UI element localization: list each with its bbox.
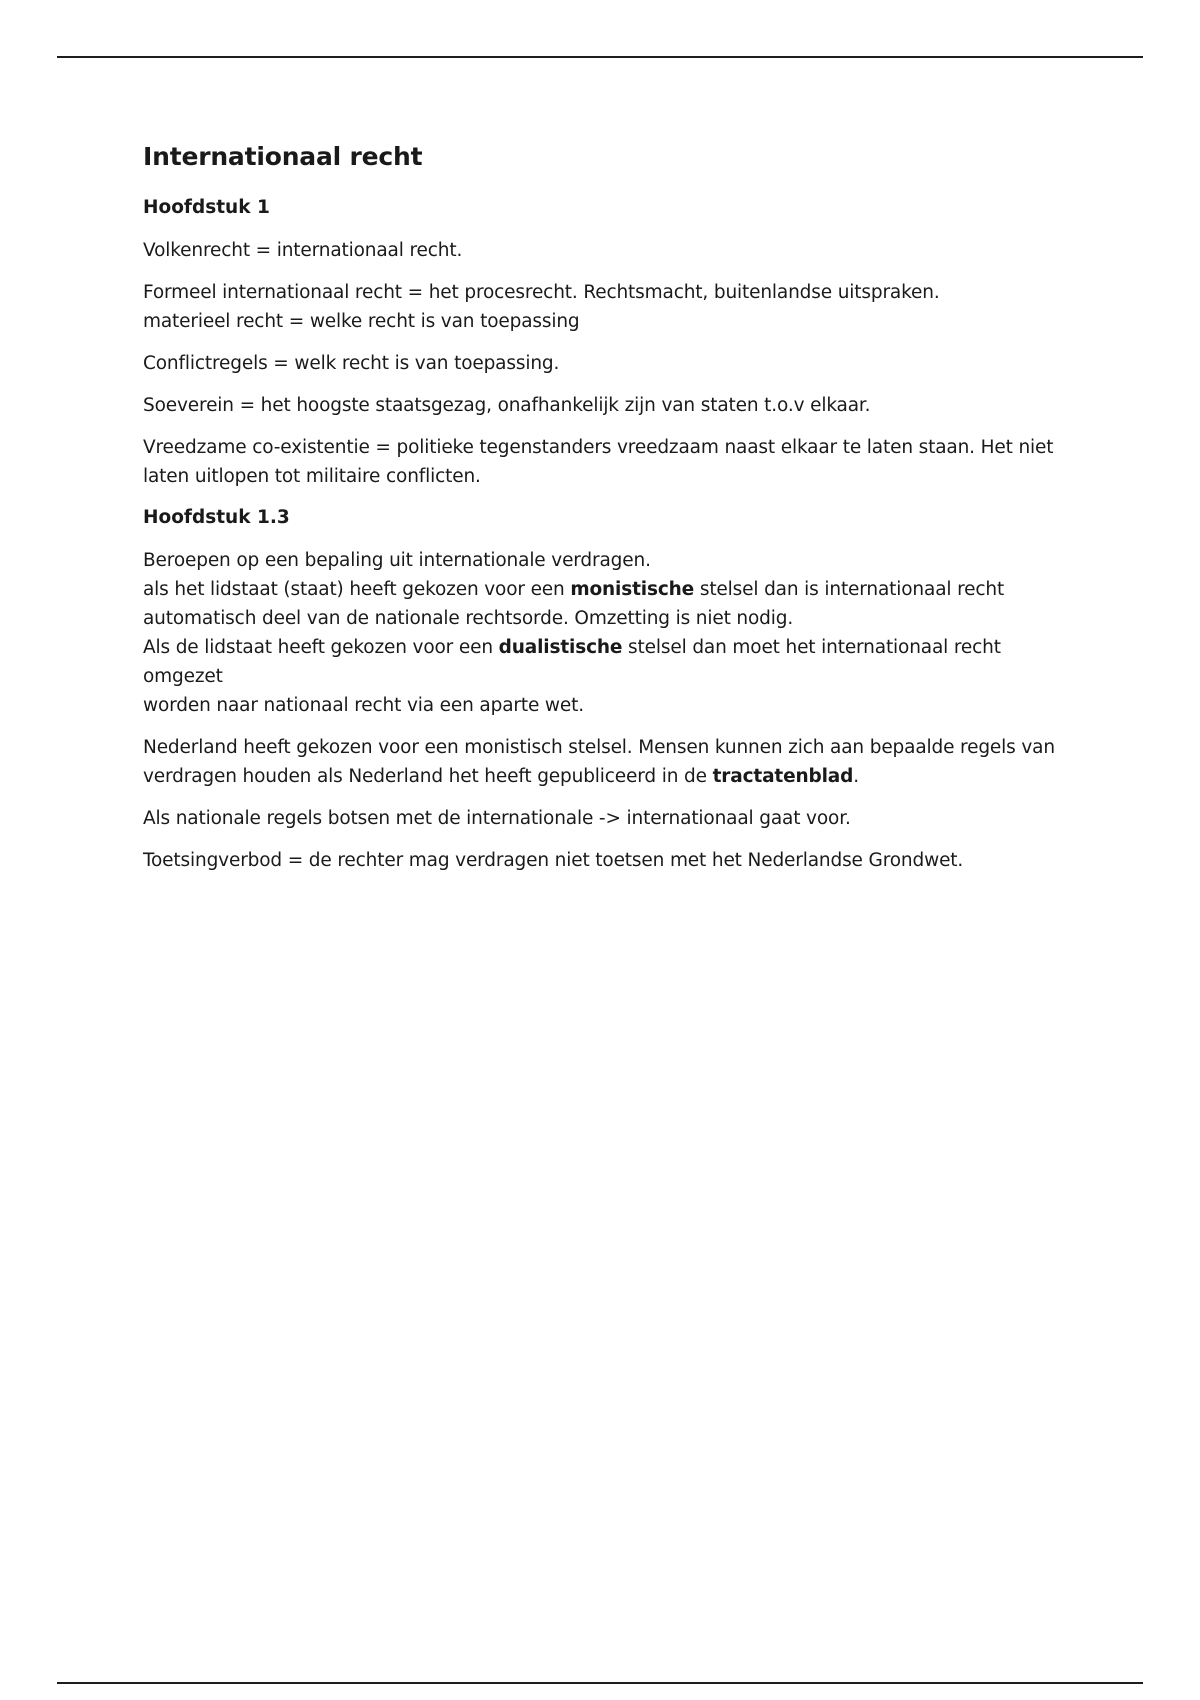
paragraph-volkenrecht: Volkenrecht = internationaal recht. — [143, 240, 463, 261]
text-run: verdragen houden als Nederland het heeft gepubliceerd in de — [143, 766, 713, 787]
document-body — [143, 140, 1083, 888]
paragraph-toetsingverbod: Toetsingverbod = de rechter mag verdragen niet toetsen met het Nederlandse Grondwet. — [143, 850, 964, 871]
text-run: stelsel dan moet het internationaal recht omgezet — [143, 637, 1001, 687]
footer-rule — [57, 1682, 1143, 1684]
paragraph-formeel-recht — [143, 278, 1083, 336]
chapter-heading-1-3: Hoofdstuk 1.3 — [143, 507, 290, 528]
bold-term-monistische: monistische — [570, 579, 695, 600]
paragraph-line: Vreedzame co-existentie = politieke tegenstanders vreedzaam naast elkaar te laten staan. Het niet — [143, 437, 1054, 458]
bold-term-tractatenblad: tractatenblad — [712, 766, 854, 787]
paragraph-verdragen — [143, 546, 1083, 720]
paragraph-line — [143, 575, 1083, 604]
paragraph-line — [143, 762, 1083, 791]
paragraph-line — [143, 633, 1083, 691]
paragraph-vreedzame-co-existentie — [143, 433, 1083, 491]
paragraph-nationale-regels: Als nationale regels botsen met de internationale -> internationaal gaat voor. — [143, 808, 851, 829]
chapter-heading-1: Hoofdstuk 1 — [143, 197, 270, 218]
text-run: als het lidstaat (staat) heeft gekozen voor een — [143, 579, 571, 600]
paragraph-conflictregels: Conflictregels = welk recht is van toepassing. — [143, 353, 560, 374]
paragraph-line: Formeel internationaal recht = het procesrecht. Rechtsmacht, buitenlandse uitspraken. — [143, 282, 940, 303]
paragraph-soeverein: Soeverein = het hoogste staatsgezag, onafhankelijk zijn van staten t.o.v elkaar. — [143, 395, 871, 416]
paragraph-line: worden naar nationaal recht via een aparte wet. — [143, 695, 584, 716]
document-title: Internationaal recht — [143, 142, 423, 171]
header-rule — [57, 56, 1143, 58]
paragraph-line: automatisch deel van de nationale rechtsorde. Omzetting is niet nodig. — [143, 608, 794, 629]
text-run: . — [853, 766, 859, 787]
paragraph-line: materieel recht = welke recht is van toepassing — [143, 311, 580, 332]
paragraph-line: laten uitlopen tot militaire conflicten. — [143, 466, 481, 487]
paragraph-line: Nederland heeft gekozen voor een monistisch stelsel. Mensen kunnen zich aan bepaalde regels van — [143, 737, 1055, 758]
text-run: stelsel dan is internationaal recht — [694, 579, 1005, 600]
paragraph-line: Beroepen op een bepaling uit internationale verdragen. — [143, 550, 651, 571]
text-run: Als de lidstaat heeft gekozen voor een — [143, 637, 499, 658]
paragraph-nederland-monistisch — [143, 733, 1083, 791]
bold-term-dualistische: dualistische — [498, 637, 623, 658]
